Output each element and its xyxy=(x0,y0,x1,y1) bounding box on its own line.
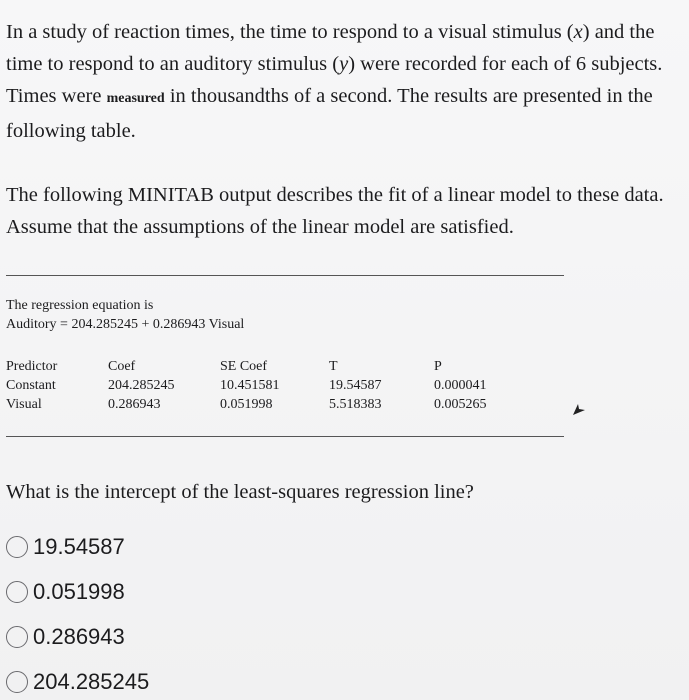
variable-y: y xyxy=(339,53,349,75)
measured-word: measured xyxy=(106,91,165,106)
table-cell: 0.000041 xyxy=(434,378,487,393)
option-label: 19.54587 xyxy=(33,534,125,559)
option-label: 0.286943 xyxy=(33,624,125,649)
output-top-divider xyxy=(6,275,564,276)
table-cell: 0.005265 xyxy=(434,397,487,412)
table-cell: 0.286943 xyxy=(108,397,161,412)
option-label: 204.285245 xyxy=(33,669,150,694)
intro-text-start: In a study of reaction times, the time to respond to a visual stimulus ( xyxy=(6,21,574,43)
regression-equation-label: The regression equation is xyxy=(6,298,154,313)
answer-option-4[interactable] xyxy=(6,667,149,697)
table-cell: 10.451581 xyxy=(220,378,280,393)
table-cell: 0.051998 xyxy=(220,397,273,412)
intro-text-mid: ) and the time to respond to an auditory stimulus ( xyxy=(6,21,655,75)
answer-option-3[interactable] xyxy=(6,622,125,652)
radio-button-icon[interactable] xyxy=(6,581,28,603)
table-cell: 204.285245 xyxy=(108,378,175,393)
header-p: P xyxy=(434,359,442,374)
problem-intro-paragraph xyxy=(6,16,686,147)
header-t: T xyxy=(329,359,338,374)
header-se-coef: SE Coef xyxy=(220,359,268,374)
regression-equation: Auditory = 204.285245 + 0.286943 Visual xyxy=(6,317,245,332)
header-predictor: Predictor xyxy=(6,359,58,374)
variable-x: x xyxy=(573,21,583,43)
table-cell: Visual xyxy=(6,397,42,412)
header-coef: Coef xyxy=(108,359,136,374)
table-cell: Constant xyxy=(6,378,56,393)
intro-text-after: ) were recorded for each of 6 subjects. Times were xyxy=(6,53,663,107)
radio-button-icon[interactable] xyxy=(6,671,28,693)
answer-option-1[interactable] xyxy=(6,532,125,562)
radio-button-icon[interactable] xyxy=(6,536,28,558)
table-cell: 5.518383 xyxy=(329,397,382,412)
intro-text-end: in thousandths of a second. The results are presented in the following table. xyxy=(6,85,653,142)
table-cell: 19.54587 xyxy=(329,378,382,393)
question-text: What is the intercept of the least-squares regression line? xyxy=(6,481,474,503)
radio-button-icon[interactable] xyxy=(6,626,28,648)
output-bottom-divider xyxy=(6,436,564,437)
answer-option-2[interactable] xyxy=(6,577,125,607)
output-intro-paragraph: The following MINITAB output describes the fit of a linear model to these data. Assume that the assumptions of the linear model are satisfied. xyxy=(6,184,664,238)
option-label: 0.051998 xyxy=(33,579,125,604)
mouse-pointer-icon xyxy=(572,402,586,416)
